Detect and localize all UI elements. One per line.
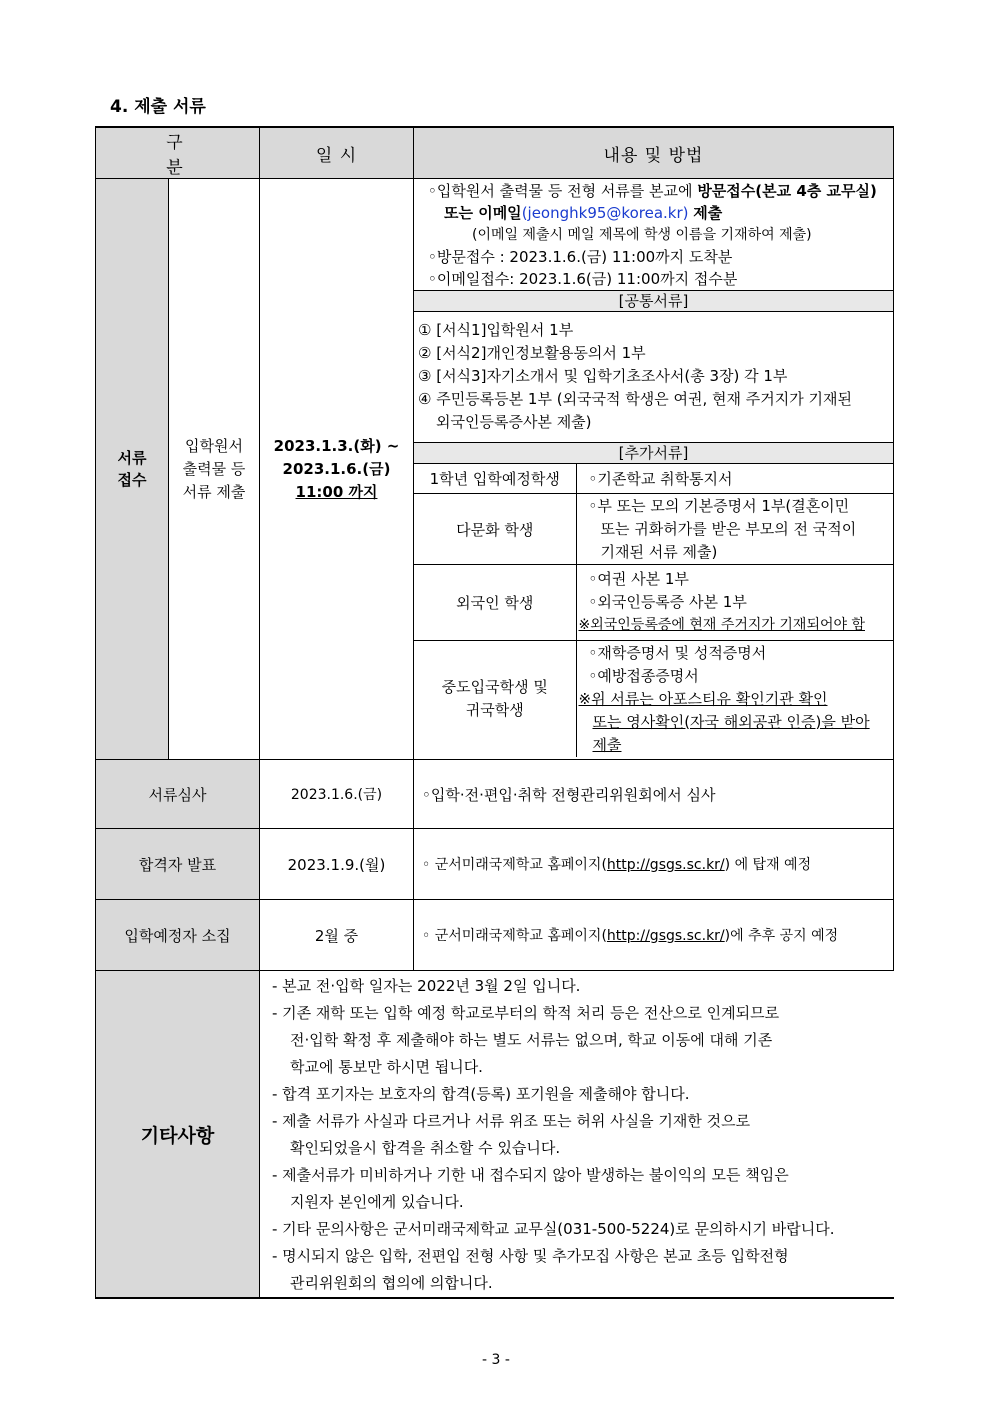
review-date: 2023.1.6.(금): [260, 760, 414, 829]
common-item: ④ 주민등록등본 1부 (외국국적 학생은 여권, 현재 주거지가 기재된: [418, 390, 853, 408]
gather-date: 2월 중: [260, 900, 414, 971]
extra-label: 중도입국학생 및 귀국학생: [414, 641, 576, 758]
common-item: ③ [서식3]자기소개서 및 입학기초조사서(총 3장) 각 1부: [418, 367, 788, 385]
extra-items: [576, 641, 893, 758]
extra-item: 또는 귀화허가를 받은 부모의 전 국적이: [600, 519, 857, 538]
gather-label: 입학예정자 소집: [96, 900, 260, 971]
header-content: 내용 및 방법: [414, 127, 894, 179]
announce-content: [414, 829, 894, 900]
review-row: [96, 760, 894, 829]
extra-row: [414, 641, 893, 758]
extra-item: ◦외국인등록증 사본 1부: [588, 593, 747, 611]
etc-item: - 명시되지 않은 입학, 전편입 전형 사항 및 추가모집 사항은 본교 초등 입학전형: [272, 1247, 789, 1265]
category-submission: 서류 접수: [96, 179, 169, 760]
gather-post: )에 추후 공지 예정: [724, 928, 839, 944]
etc-item: 전·입학 확정 후 제출해야 하는 별도 서류는 없으며, 학교 이동에 대해 기존: [290, 1031, 773, 1049]
announce-label: 합격자 발표: [96, 829, 260, 900]
homepage-link[interactable]: http://gsgs.sc.kr/: [606, 857, 725, 873]
header-datetime: 일 시: [260, 127, 414, 179]
common-item: ② [서식2]개인정보활용동의서 1부: [418, 344, 646, 362]
intro-note: (이메일 제출시 메일 제목에 학생 이름을 기재하여 제출): [472, 227, 812, 243]
gather-content: [414, 900, 894, 971]
date-line1: 2023.1.3.(화) ~: [273, 436, 400, 455]
submission-row: [96, 179, 894, 760]
etc-item: - 기존 재학 또는 입학 예정 학교로부터의 학적 처리 등은 전산으로 인계되므로: [272, 1004, 780, 1022]
announce-date: 2023.1.9.(월): [260, 829, 414, 900]
submission-table: [95, 126, 894, 1299]
visit-deadline: ◦방문접수 : 2023.1.6.(금) 11:00까지 도착분: [428, 248, 733, 266]
header-category: 구 분: [96, 127, 260, 179]
extra-item: ※외국인등록증에 현재 주거지가 기재되어야 함: [578, 617, 865, 633]
extra-docs-table: [414, 463, 893, 757]
extra-label: 외국인 학생: [414, 565, 576, 641]
extra-item: ◦여권 사본 1부: [588, 570, 689, 588]
etc-item: - 합격 포기자는 보호자의 합격(등록) 포기원을 제출해야 합니다.: [272, 1085, 690, 1103]
section-title: 4. 제출 서류: [110, 97, 206, 117]
extra-items: [576, 494, 893, 565]
announce-pre: ◦ 군서미래국제학교 홈페이지(: [422, 857, 607, 873]
etc-content: [260, 971, 894, 1299]
extra-item: 기재된 서류 제출): [600, 542, 718, 561]
etc-item: 확인되었을시 합격을 취소할 수 있습니다.: [290, 1139, 561, 1157]
page-number: - 3 -: [482, 1352, 510, 1368]
gather-row: [96, 900, 894, 971]
extra-item: ◦부 또는 모의 기본증명서 1부(결혼이민: [588, 496, 850, 515]
email-deadline: ◦이메일접수: 2023.1.6(금) 11:00까지 접수분: [428, 270, 738, 288]
intro-part1: ◦입학원서 출력물 등 전형 서류를 본교에: [428, 182, 693, 200]
extra-item: ◦예방접종증명서: [588, 666, 699, 685]
submission-date: [260, 179, 414, 760]
submission-content: [414, 179, 894, 760]
homepage-link[interactable]: http://gsgs.sc.kr/: [606, 928, 725, 944]
extra-item: ※위 서류는 아포스티유 확인기관 확인: [578, 689, 828, 708]
extra-row: [414, 494, 893, 565]
extra-item: ◦기존학교 취학통지서: [588, 470, 733, 488]
etc-item: 지원자 본인에게 있습니다.: [290, 1193, 464, 1211]
extra-row: [414, 565, 893, 641]
extra-label: 1학년 입학예정학생: [414, 464, 576, 494]
common-item: 외국인등록증사본 제출): [436, 413, 592, 431]
etc-item: 관리위원회의 협의에 의합니다.: [290, 1274, 493, 1292]
date-line3: 11:00 까지: [295, 482, 378, 501]
intro-bold1: 방문접수(본교 4층 교무실): [697, 182, 877, 200]
gather-pre: ◦ 군서미래국제학교 홈페이지(: [422, 928, 607, 944]
table-header-row: [96, 127, 894, 179]
etc-item: 학교에 통보만 하시면 됩니다.: [290, 1058, 483, 1076]
intro-bold3: 제출: [693, 204, 723, 222]
intro-email: (jeonghk95@korea.kr): [521, 204, 689, 222]
extra-label: 다문화 학생: [414, 494, 576, 565]
extra-item: 제출: [592, 735, 622, 754]
review-content: ◦입학·전·편입·취학 전형관리위원회에서 심사: [414, 760, 894, 829]
extra-items: [576, 565, 893, 641]
etc-row: [96, 971, 894, 1299]
etc-item: - 본교 전·입학 일자는 2022년 3월 2일 입니다.: [272, 977, 581, 995]
intro-bold2: 또는 이메일: [444, 204, 522, 222]
etc-item: - 제출 서류가 사실과 다르거나 서류 위조 또는 허위 사실을 기재한 것으로: [272, 1112, 751, 1130]
submission-intro: [414, 179, 893, 290]
extra-items: [576, 464, 893, 494]
etc-label: 기타사항: [96, 971, 260, 1299]
common-docs-list: [414, 312, 893, 442]
extra-item: ◦재학증명서 및 성적증명서: [588, 643, 767, 662]
extra-docs-title: [추가서류]: [414, 442, 893, 463]
announce-row: [96, 829, 894, 900]
common-item: ① [서식1]입학원서 1부: [418, 321, 574, 339]
extra-item: 또는 영사확인(자국 해외공관 인증)을 받아: [592, 712, 870, 731]
common-docs-title: [공통서류]: [414, 290, 893, 312]
subcategory-submission: 입학원서 출력물 등 서류 제출: [169, 179, 260, 760]
extra-row: [414, 464, 893, 494]
announce-post: ) 에 탑재 예정: [724, 857, 812, 873]
etc-item: - 기타 문의사항은 군서미래국제학교 교무실(031-500-5224)로 문의하시기 바랍니다.: [272, 1220, 835, 1238]
date-line2: 2023.1.6.(금): [282, 459, 391, 478]
etc-item: - 제출서류가 미비하거나 기한 내 접수되지 않아 발생하는 불이익의 모든 책임은: [272, 1166, 789, 1184]
review-label: 서류심사: [96, 760, 260, 829]
